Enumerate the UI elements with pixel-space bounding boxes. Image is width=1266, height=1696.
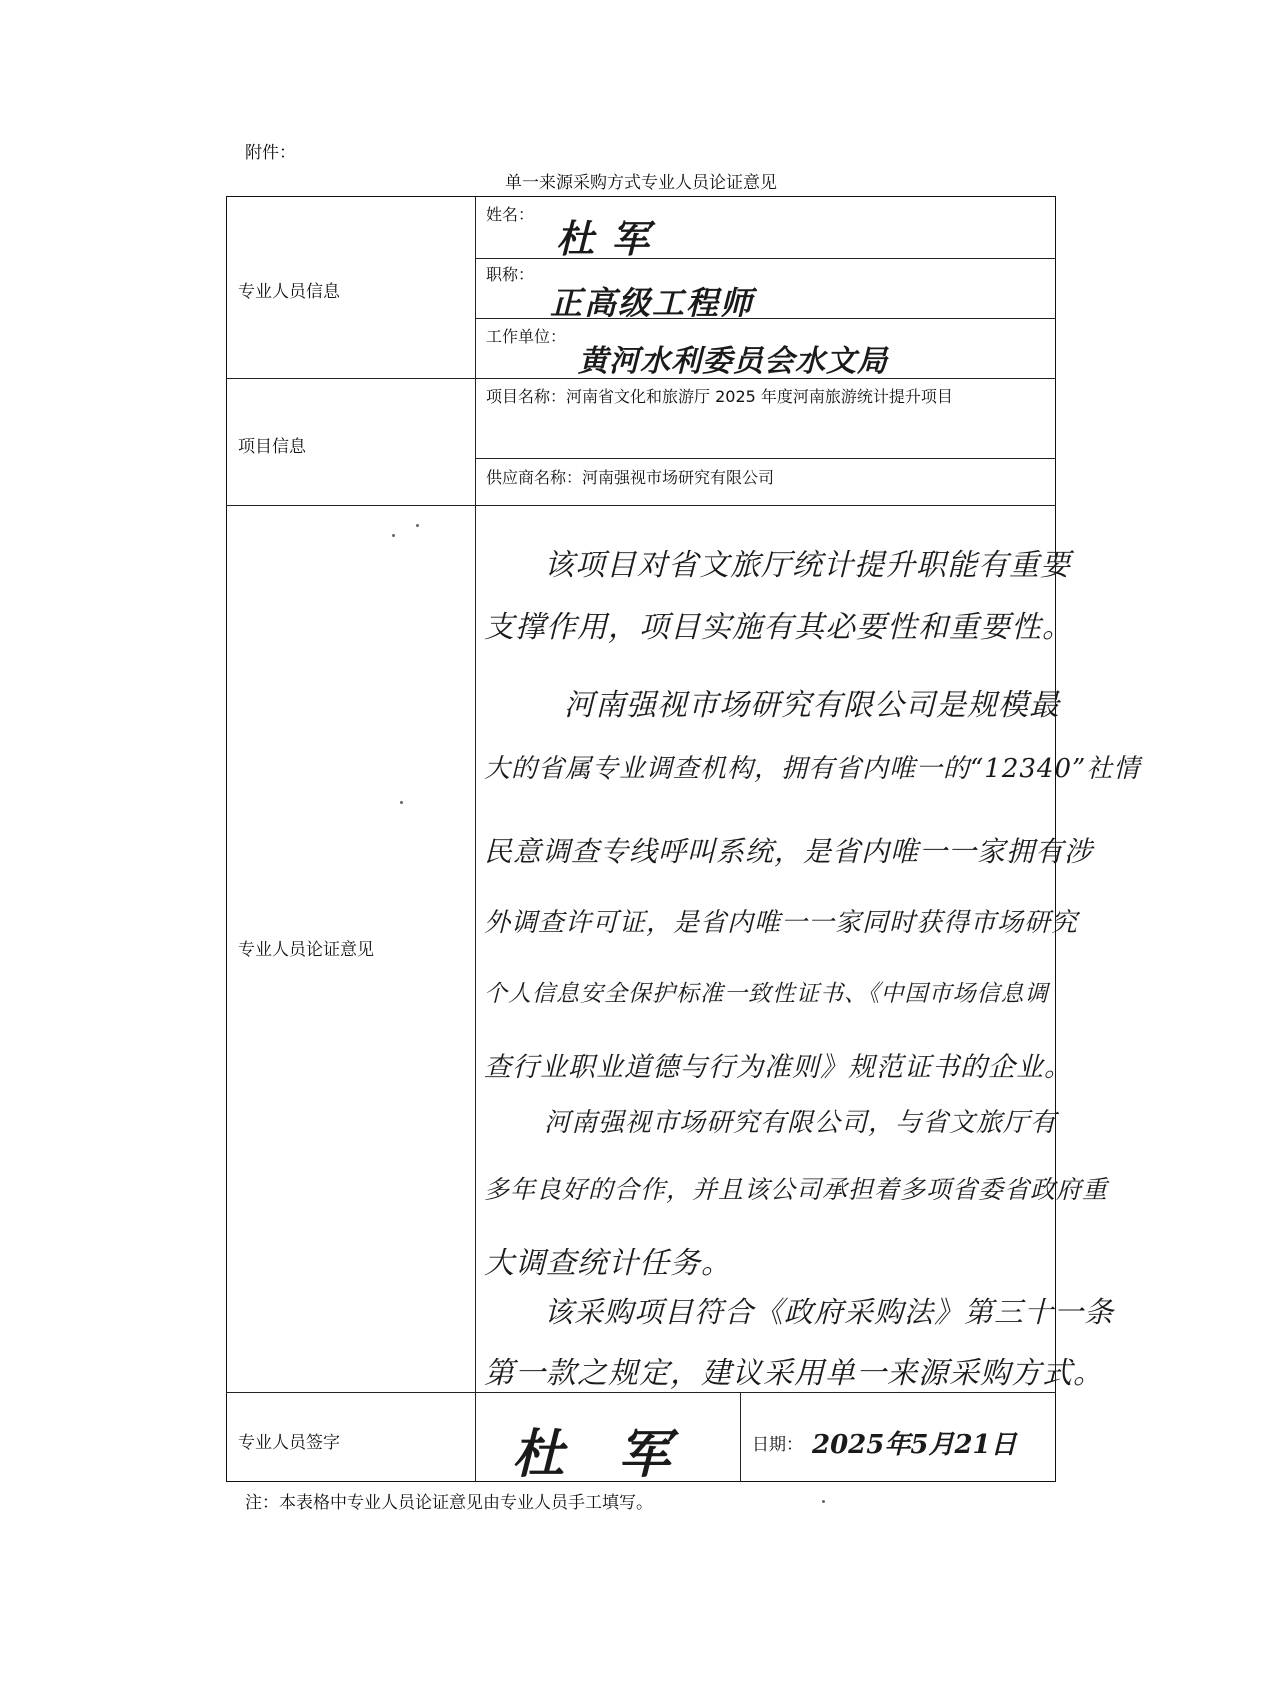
supplier-name-text: 供应商名称：河南强视市场研究有限公司: [486, 468, 775, 487]
opinion-line: 民意调查专线呼叫系统，是省内唯一一家拥有涉: [484, 835, 1094, 868]
opinion-line: 查行业职业道德与行为准则》规范证书的企业。: [484, 1052, 1072, 1083]
scan-speck: [392, 534, 395, 537]
section-divider-2: [226, 505, 1056, 506]
name-handwritten: 杜 军: [556, 216, 652, 261]
expert-signature: 杜 军: [512, 1424, 689, 1485]
row-divider-project: [475, 458, 1056, 459]
column-divider: [475, 196, 476, 1482]
signature-date-divider: [740, 1392, 741, 1482]
section-divider-3: [226, 1392, 1056, 1393]
date-handwritten: 2025年5月21日: [812, 1430, 1017, 1460]
opinion-line: 大调查统计任务。: [484, 1246, 732, 1281]
opinion-line: 个人信息安全保护标准一致性证书、《中国市场信息调: [484, 981, 1049, 1007]
opinion-line: 河南强视市场研究有限公司，与省文旅厅有: [544, 1108, 1058, 1138]
opinion-line: 第一款之规定，建议采用单一来源采购方式。: [484, 1356, 1104, 1391]
scan-speck: [400, 801, 403, 804]
unit-handwritten: 黄河水利委员会水文局: [578, 344, 888, 379]
footnote: 注：本表格中专业人员论证意见由专业人员手工填写。: [245, 1493, 653, 1513]
opinion-line: 大的省属专业调查机构，拥有省内唯一的“12340”社情: [484, 754, 1141, 784]
unit-field-label: 工作单位：: [486, 327, 567, 346]
opinion-line: 外调查许可证，是省内唯一一家同时获得市场研究: [484, 908, 1079, 938]
signature-label: 专业人员签字: [238, 1433, 340, 1453]
scan-speck: [416, 524, 419, 527]
expert-info-label: 专业人员信息: [238, 282, 340, 302]
project-name-text: 项目名称：河南省文化和旅游厅 2025 年度河南旅游统计提升项目: [486, 387, 953, 406]
opinion-line: 该项目对省文旅厅统计提升职能有重要: [544, 548, 1071, 583]
project-info-label: 项目信息: [238, 437, 306, 457]
title-handwritten: 正高级工程师: [550, 284, 755, 322]
date-label: 日期：: [752, 1435, 803, 1455]
opinion-label: 专业人员论证意见: [238, 940, 374, 960]
name-field-label: 姓名：: [486, 205, 535, 224]
document-title: 单一来源采购方式专业人员论证意见: [505, 173, 777, 193]
title-field-label: 职称：: [486, 265, 535, 284]
opinion-line: 多年良好的合作，并且该公司承担着多项省委省政府重: [484, 1175, 1109, 1204]
opinion-line: 该采购项目符合《政府采购法》第三十一条: [544, 1295, 1115, 1329]
opinion-line: 河南强视市场研究有限公司是规模最: [564, 688, 1060, 723]
opinion-line: 支撑作用，项目实施有其必要性和重要性。: [484, 610, 1073, 645]
attachment-label: 附件：: [245, 143, 296, 163]
scan-speck: [822, 1500, 825, 1503]
